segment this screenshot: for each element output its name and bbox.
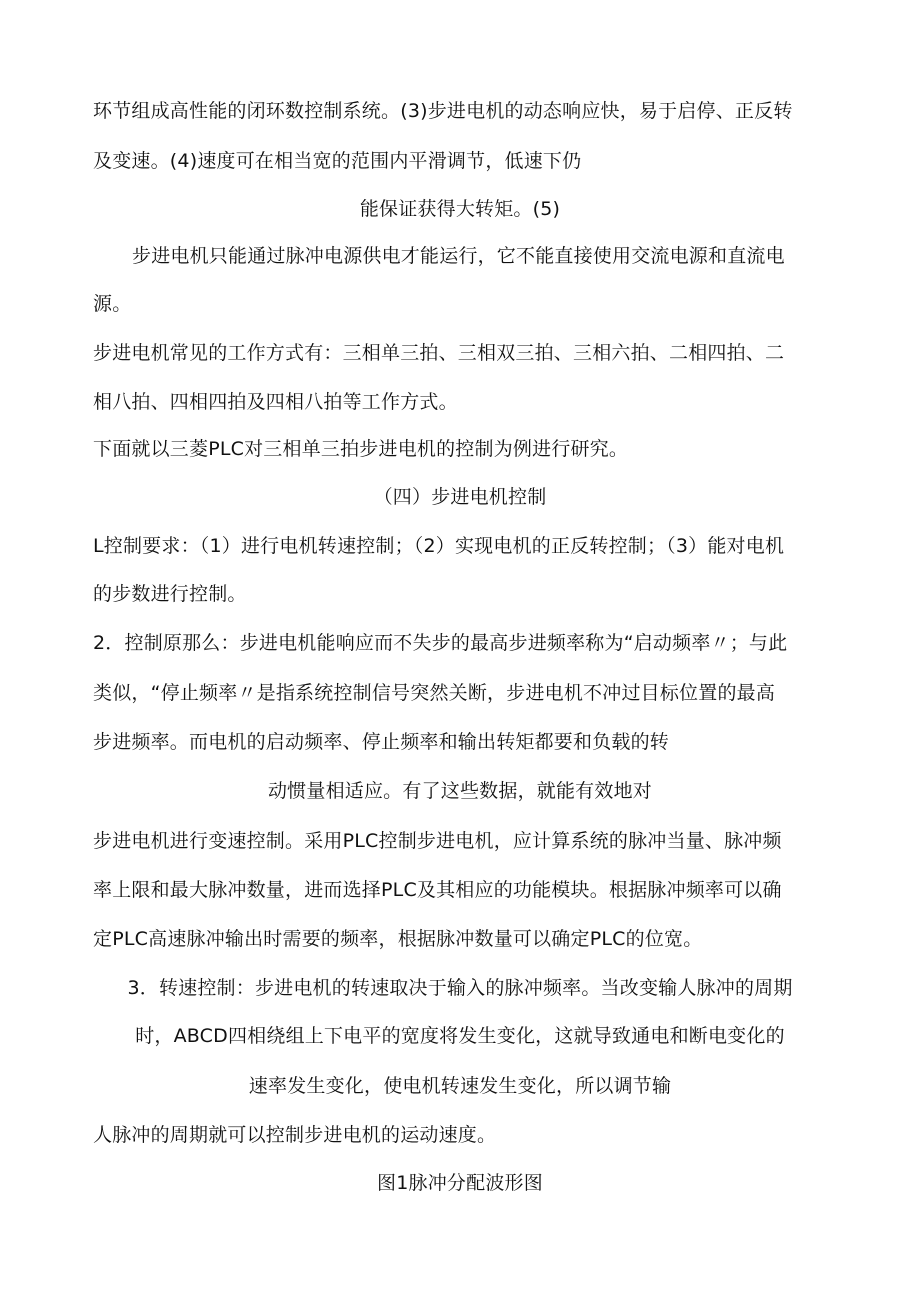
paragraph-line: 能保证获得大转矩。(5) — [359, 198, 561, 220]
paragraph-line: 下面就以三菱PLC对三相单三拍步进电机的控制为例进行研究。 — [93, 438, 629, 460]
paragraph-line: 类似，“停止频率〃是指系统控制信号突然关断，步进电机不冲过目标位置的最高 — [93, 682, 776, 704]
paragraph-line: 定PLC高速脉冲输出时需要的频率，根据脉冲数量可以确定PLC的位宽。 — [93, 928, 703, 950]
paragraph-line: 2．控制原那么：步进电机能响应而不失步的最高步进频率称为“启动频率〃；与此 — [93, 632, 788, 654]
section-heading: （四）步进电机控制 — [373, 486, 547, 508]
paragraph-line: 率上限和最大脉冲数量，进而选择PLC及其相应的功能模块。根据脉冲频率可以确 — [93, 879, 782, 901]
paragraph-line: 步进电机进行变速控制。采用PLC控制步进电机，应计算系统的脉冲当量、脉冲频 — [93, 830, 782, 852]
paragraph-line: 时，ABCD四相绕组上下电平的宽度将发生变化，这就导致通电和断电变化的 — [135, 1025, 785, 1047]
paragraph-line: 3．转速控制：步进电机的转速取决于输入的脉冲频率。当改变输人脉冲的周期 — [127, 977, 793, 999]
paragraph-line: 相八拍、四相四拍及四相八拍等工作方式。 — [93, 391, 458, 413]
figure-caption: 图1脉冲分配波形图 — [377, 1172, 543, 1194]
paragraph-line: 步进电机只能通过脉冲电源供电才能运行，它不能直接使用交流电源和直流电 — [132, 245, 785, 267]
paragraph-line: 及变速。(4)速度可在相当宽的范围内平滑调节，低速下仍 — [93, 150, 582, 172]
paragraph-line: 步进频率。而电机的启动频率、停止频率和输出转矩都要和负载的转 — [93, 731, 670, 753]
paragraph-line: L控制要求：（1）进行电机转速控制；（2）实现电机的正反转控制；（3）能对电机 — [93, 535, 785, 557]
paragraph-line: 步进电机常见的工作方式有：三相单三拍、三相双三拍、三相六拍、二相四拍、二 — [93, 342, 785, 364]
paragraph-line: 人脉冲的周期就可以控制步进电机的运动速度。 — [93, 1124, 497, 1146]
paragraph-line: 动惯量相适应。有了这些数据，就能有效地对 — [267, 780, 652, 802]
paragraph-line: 环节组成高性能的闭环数控制系统。(3)步进电机的动态响应快，易于启停、正反转 — [93, 100, 793, 122]
paragraph-line: 的步数进行控制。 — [93, 583, 247, 605]
paragraph-line: 源。 — [93, 293, 132, 315]
paragraph-line: 速率发生变化，使电机转速发生变化，所以调节输 — [248, 1075, 672, 1097]
